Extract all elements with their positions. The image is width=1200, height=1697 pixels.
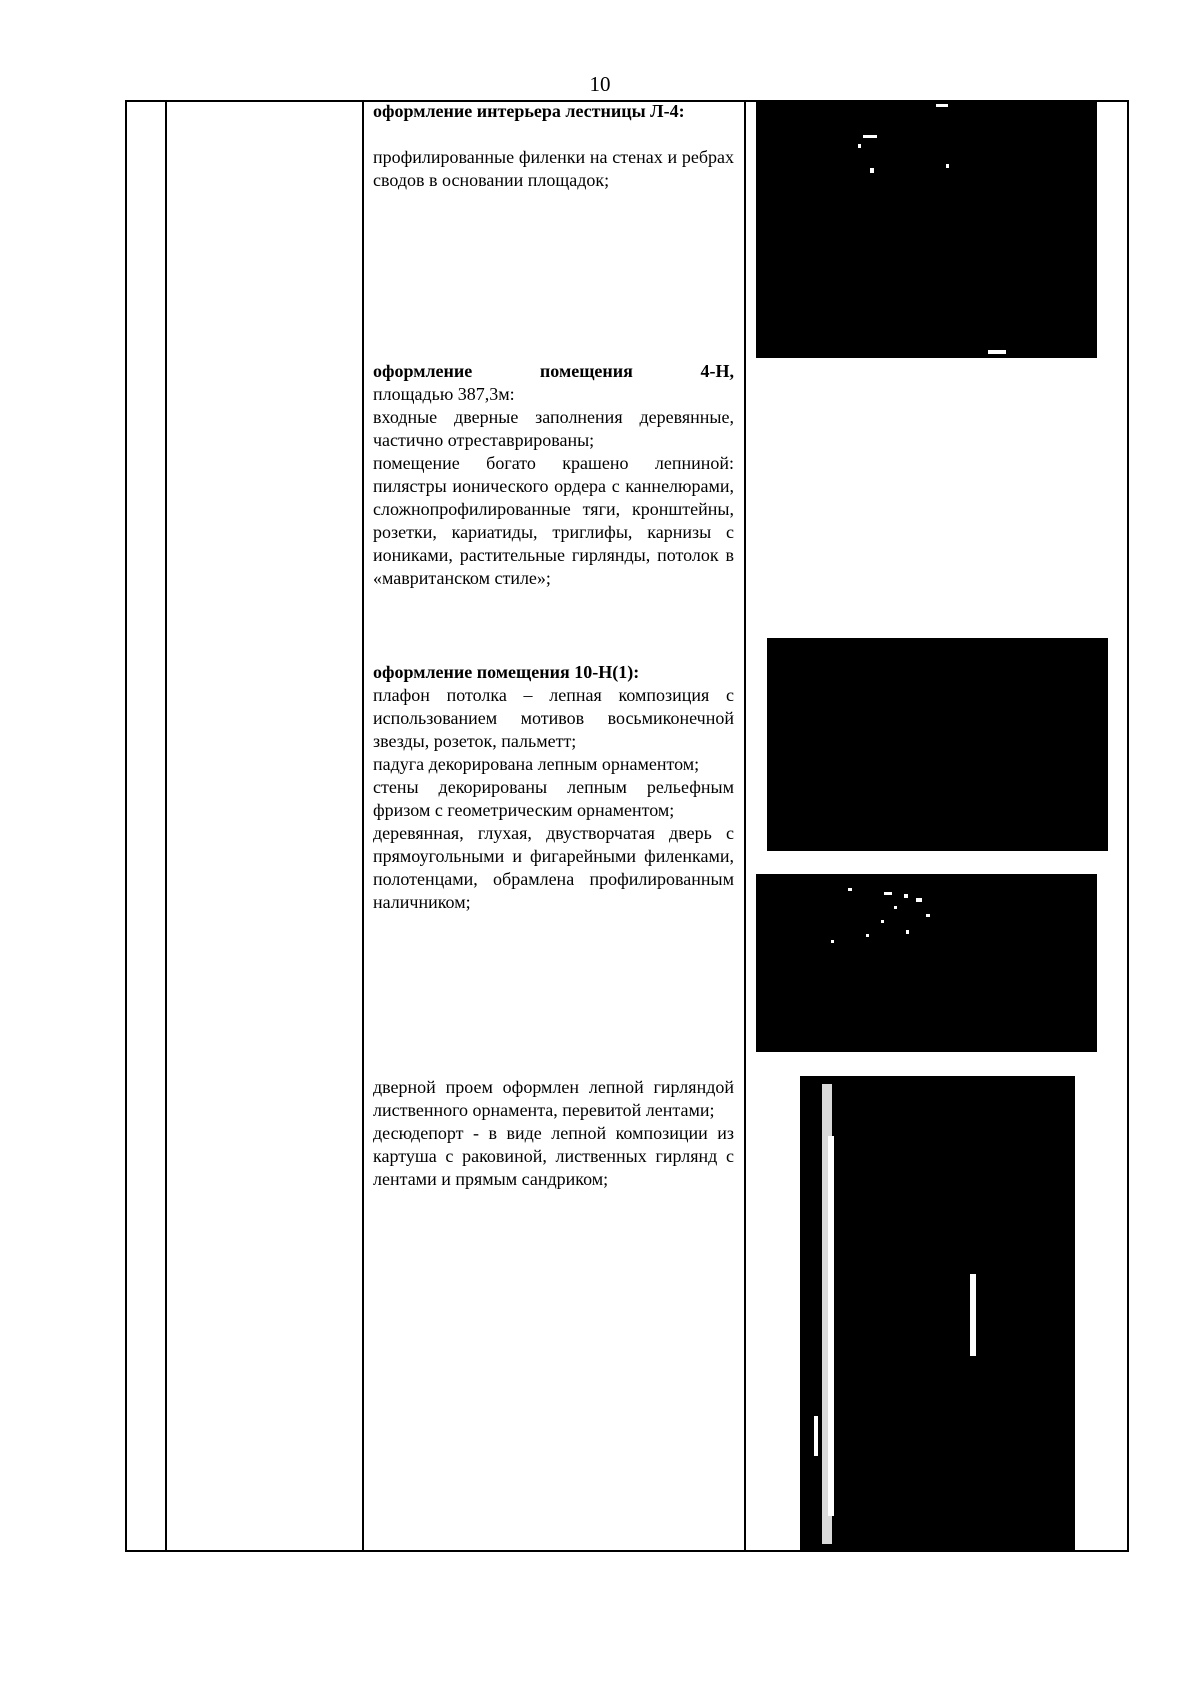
column-divider-1 xyxy=(165,100,167,1552)
section-paragraph: стены декорированы лепным рельефным фризом с геометрическим орнаментом; xyxy=(373,777,734,820)
section-paragraph: плафон потолка – лепная композиция с использованием мотивов восьмиконечной звезды, розеток, пальметт; xyxy=(373,685,734,751)
section-paragraph: дверной проем оформлен лепной гирляндой лиственного орнамента, перевитой лентами; xyxy=(373,1077,734,1120)
section-paragraph: падуга декорирована лепным орнаментом; xyxy=(373,754,700,774)
section-paragraph: профилированные филенки на стенах и ребрах сводов в основании площадок; xyxy=(373,147,734,190)
staircase-photo xyxy=(756,102,1097,358)
doorway-photo xyxy=(800,1076,1075,1552)
column-divider-3 xyxy=(744,100,746,1552)
column-divider-2 xyxy=(362,100,364,1552)
ceiling-photo xyxy=(767,638,1108,851)
staircase-l4-section xyxy=(373,100,734,192)
section-heading: оформление помещения 4-Н, xyxy=(373,361,734,381)
section-paragraph: деревянная, глухая, двустворчатая дверь с прямоугольными и фигарейными филенками, полотенцами, обрамлена профилированным наличником; xyxy=(373,823,734,912)
page-number: 10 xyxy=(589,72,611,96)
section-heading: оформление интерьера лестницы Л-4: xyxy=(373,101,685,121)
wall-frieze-photo xyxy=(756,874,1097,1052)
section-heading: оформление помещения 10-Н(1): xyxy=(373,662,640,682)
room-4n-section xyxy=(373,360,734,590)
section-paragraph: помещение богато крашено лепниной: пилястры ионического ордера с каннелюрами, сложнопрофилированные тяги, кронштейны, розетки, кариатиды, триглифы, карнизы с иониками, растительные гирлянды, потолок в «мавританском стиле»; xyxy=(373,453,734,588)
section-paragraph: площадью 387,3м: xyxy=(373,384,515,404)
room-10n1-section xyxy=(373,661,734,914)
doorway-section xyxy=(373,1076,734,1191)
section-paragraph: входные дверные заполнения деревянные, частично отреставрированы; xyxy=(373,407,734,450)
section-paragraph: десюдепорт - в виде лепной композиции из картуша с раковиной, лиственных гирлянд с лентами и прямым сандриком; xyxy=(373,1123,734,1189)
